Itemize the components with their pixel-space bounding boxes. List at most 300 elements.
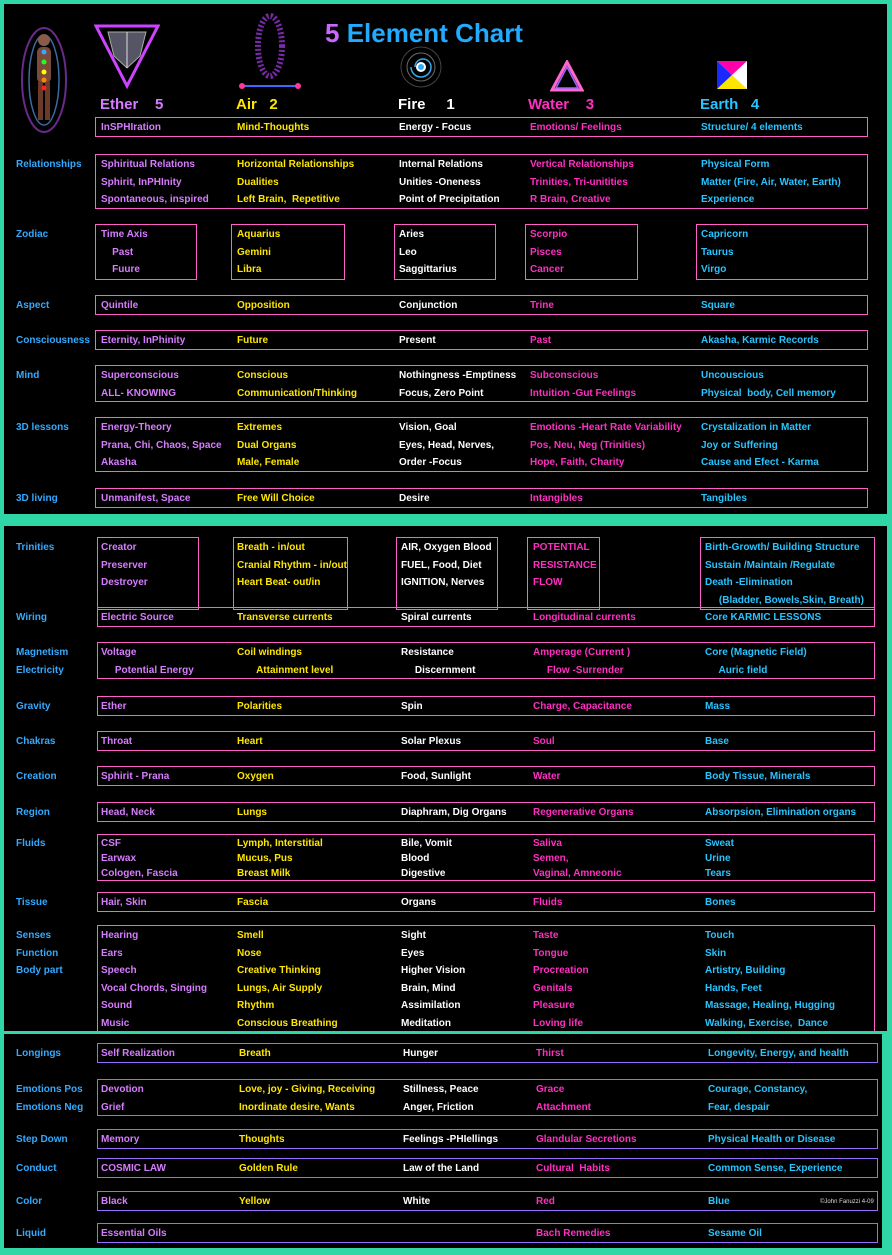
cell-line: Food, Sunlight	[401, 771, 471, 782]
cell-line: Cologen, Fascia	[101, 868, 178, 879]
row-label	[16, 1081, 83, 1116]
cell-fire	[399, 119, 471, 137]
cell-line: Desire	[399, 493, 430, 504]
cell-line: Genitals	[533, 982, 573, 994]
cell-line: Brain, Mind	[401, 982, 456, 994]
cell-earth	[701, 226, 748, 279]
cell-ether	[101, 1193, 128, 1211]
cell-air	[237, 156, 354, 209]
cell-line: Walking, Exercise, Dance	[705, 1017, 829, 1029]
row-label-line: Step Down	[16, 1134, 68, 1145]
cell-line: Core KARMIC LESSONS	[705, 612, 822, 623]
cell-line: Heart Beat- out/in	[237, 577, 321, 588]
cell-line: CSF	[101, 838, 121, 849]
cell-earth	[708, 1045, 849, 1063]
cell-line: Oxygen	[237, 771, 274, 782]
cell-earth	[705, 804, 856, 822]
cell-line: Eyes	[401, 947, 425, 959]
cell-air	[237, 804, 267, 822]
cell-line: Attainment level	[237, 664, 334, 676]
human-aura-icon	[20, 22, 68, 134]
cell-earth	[705, 698, 730, 716]
cell-line: Horizontal Relationships	[237, 159, 355, 170]
cell-line: Bach Remedies	[536, 1228, 611, 1239]
row-label-line: Aspect	[16, 300, 50, 311]
cell-air	[237, 894, 268, 912]
cell-line: Rhythm	[237, 1000, 275, 1011]
row-label	[16, 768, 57, 786]
row-label	[16, 1131, 68, 1149]
cell-earth	[705, 836, 734, 881]
cell-line: Male, Female	[237, 457, 300, 468]
cell-ether	[101, 332, 185, 350]
cell-line: Past	[530, 335, 552, 346]
cell-line: Crystalization in Matter	[701, 422, 812, 433]
row-box	[97, 834, 875, 881]
cell-line: Energy - Focus	[399, 122, 472, 133]
row-label-line: Color	[16, 1196, 43, 1207]
cell-line: Memory	[101, 1134, 140, 1145]
cell-line: Love, joy - Giving, Receiving	[239, 1084, 376, 1095]
cell-line: Mucus, Pus	[237, 853, 293, 864]
cell-line: Subconscious	[530, 370, 599, 381]
cell-line: Diaphram, Dig Organs	[401, 807, 507, 818]
row-label	[16, 1225, 46, 1243]
cell-ether	[101, 539, 148, 592]
cell-ether	[101, 1081, 144, 1116]
cell-fire	[403, 1081, 479, 1116]
cell-line: Polarities	[237, 701, 283, 712]
cell-line: Blue	[708, 1196, 730, 1207]
cell-water	[530, 156, 634, 209]
row-label-line: Liquid	[16, 1228, 46, 1239]
cell-line: Mass	[705, 701, 731, 712]
cell-fire	[401, 768, 471, 786]
cell-water	[533, 698, 632, 716]
header-fire: Fire 1	[398, 96, 455, 113]
cell-line: Amperage (Current )	[533, 647, 631, 658]
cell-line: Fluids	[533, 897, 563, 908]
cell-line: Massage, Healing, Hugging	[705, 1000, 836, 1011]
cell-ether	[101, 894, 147, 912]
cell-line: Square	[701, 300, 735, 311]
cell-earth	[705, 927, 835, 1032]
cell-water	[533, 768, 560, 786]
cell-line: Sound	[101, 1000, 133, 1011]
cell-line: Intangibles	[530, 493, 583, 504]
row-label	[16, 894, 48, 912]
cell-fire	[399, 297, 457, 315]
cell-earth	[701, 119, 803, 137]
cell-line: FUEL, Food, Diet	[401, 559, 482, 571]
cell-line: Sustain /Maintain /Regulate	[705, 559, 836, 571]
cell-line: Heart	[237, 736, 263, 747]
row-label-line: Fluids	[16, 838, 46, 849]
cell-line: Head, Neck	[101, 807, 155, 818]
row-label	[16, 644, 68, 679]
cell-line: Digestive	[401, 868, 446, 879]
cell-line: Common Sense, Experience	[708, 1163, 843, 1174]
cell-line: Lungs, Air Supply	[237, 982, 323, 994]
cell-line: Present	[399, 335, 436, 346]
cell-water	[530, 119, 622, 137]
row-label-line: Conduct	[16, 1163, 57, 1174]
cell-earth	[705, 894, 736, 912]
cell-line: Leo	[399, 246, 417, 258]
cell-line: Cultural Habits	[536, 1163, 610, 1174]
cell-line: Glandular Secretions	[536, 1134, 637, 1145]
row-label	[16, 1160, 57, 1178]
cell-line: Devotion	[101, 1084, 144, 1095]
cell-line: Creative Thinking	[237, 965, 321, 976]
cell-line: COSMIC LAW	[101, 1163, 166, 1174]
cell-line: Nothingness -Emptiness	[399, 370, 517, 381]
cell-line: Intuition -Gut Feelings	[530, 387, 637, 399]
cell-line: Tongue	[533, 947, 569, 959]
row-box	[97, 731, 875, 751]
cell-line: Coil windings	[237, 647, 302, 658]
cell-line: Gemini	[237, 246, 271, 258]
cell-line: Focus, Zero Point	[399, 387, 484, 399]
row-label-line: Magnetism	[16, 647, 69, 658]
chart-title	[325, 18, 523, 49]
cell-line: Inordinate desire, Wants	[239, 1101, 355, 1113]
cell-line: Meditation	[401, 1017, 451, 1029]
cell-fire	[401, 894, 436, 912]
cell-air	[237, 332, 268, 350]
cell-earth	[708, 1081, 807, 1116]
cell-line: Core (Magnetic Field)	[705, 647, 807, 658]
cell-line: Unmanifest, Space	[101, 493, 191, 504]
row-label-line: Longings	[16, 1048, 61, 1059]
cell-air	[237, 419, 299, 472]
cell-earth	[701, 490, 747, 508]
header-air: Air 2	[236, 96, 278, 113]
cell-line: Regenerative Organs	[533, 807, 634, 818]
cell-line: Creator	[101, 542, 137, 553]
cell-earth	[701, 297, 735, 315]
cell-line: Speech	[101, 965, 137, 976]
cell-line: Law of the Land	[403, 1163, 480, 1174]
cell-air	[239, 1045, 271, 1063]
row-label-line: Trinities	[16, 542, 55, 553]
cell-line: Aries	[399, 229, 425, 240]
cell-line: Spontaneous, inspired	[101, 194, 209, 205]
cell-line: Pos, Neu, Neg (Trinities)	[530, 439, 646, 451]
row-label	[16, 609, 47, 627]
cell-ether	[101, 836, 178, 881]
cell-line: Longitudinal currents	[533, 612, 636, 623]
cell-line: Nose	[237, 947, 262, 959]
header-water: Water 3	[528, 96, 595, 113]
cell-fire	[401, 836, 452, 881]
triangle-icon	[550, 60, 584, 92]
cell-line: Longevity, Energy, and health	[708, 1048, 849, 1059]
row-label-line: Gravity	[16, 701, 51, 712]
cell-earth	[705, 733, 729, 751]
cell-water	[533, 804, 634, 822]
pyramid-icon	[94, 22, 160, 90]
cell-ether	[101, 156, 209, 209]
cell-line: Destroyer	[101, 577, 148, 588]
cell-line: Hair, Skin	[101, 897, 147, 908]
cell-line: IGNITION, Nerves	[401, 577, 485, 588]
cell-ether	[101, 1045, 175, 1063]
cell-earth	[701, 332, 819, 350]
cell-line: Libra	[237, 264, 262, 275]
cell-line: Sesame Oil	[708, 1228, 762, 1239]
cell-line: Flow -Surrender	[533, 664, 624, 676]
cell-water	[536, 1193, 555, 1211]
cell-line: Blood	[401, 853, 430, 864]
cell-fire	[401, 927, 465, 1032]
cell-line: Quintile	[101, 300, 139, 311]
row-label	[16, 419, 69, 437]
cell-fire	[403, 1160, 479, 1178]
cell-line: Ears	[101, 947, 123, 959]
cell-fire	[401, 698, 423, 716]
cell-line: Cranial Rhythm - in/out	[237, 559, 347, 571]
cell-water	[533, 894, 562, 912]
row-label-line: Senses	[16, 930, 52, 941]
row-label	[16, 539, 54, 557]
cell-line: Emotions -Heart Rate Variability	[530, 422, 682, 433]
cell-fire	[401, 609, 472, 627]
cell-ether	[101, 698, 127, 716]
cell-water	[536, 1045, 564, 1063]
cell-line: Fuure	[101, 264, 140, 275]
cell-earth	[701, 156, 841, 209]
cell-line: Experience	[701, 194, 755, 205]
torus-field-icon	[236, 12, 304, 92]
cell-fire	[399, 490, 430, 508]
cell-line: Hearing	[101, 930, 139, 941]
cell-air	[237, 539, 347, 592]
cell-line: Spiral currents	[401, 612, 472, 623]
cell-line: Touch	[705, 930, 735, 941]
cell-ether	[101, 1160, 166, 1178]
cell-water	[536, 1225, 610, 1243]
cell-line: AIR, Oxygen Blood	[401, 542, 492, 553]
cell-air	[239, 1160, 298, 1178]
cell-air	[237, 609, 333, 627]
cell-line: Lungs	[237, 807, 267, 818]
cell-fire	[403, 1193, 430, 1211]
row-label-line: 3D lessons	[16, 422, 69, 433]
header-ether: Ether 5	[100, 96, 164, 113]
cell-line: Self Realization	[101, 1048, 175, 1059]
cell-line: Energy-Theory	[101, 422, 172, 433]
cell-water	[536, 1081, 591, 1116]
cell-ether	[101, 119, 161, 137]
cell-earth	[701, 367, 836, 402]
cell-air	[237, 367, 357, 402]
cell-line: Spin	[401, 701, 423, 712]
cell-line: Hope, Faith, Charity	[530, 457, 625, 468]
cell-line: Point of Precipitation	[399, 194, 500, 205]
cell-line: Eternity, InPhinity	[101, 335, 186, 346]
cell-fire	[403, 1131, 498, 1149]
cell-line: InSPHIration	[101, 122, 162, 133]
cell-line: Feelings -PHIellings	[403, 1134, 499, 1145]
row-label	[16, 698, 50, 716]
cell-line: Cancer	[530, 264, 564, 275]
header-earth: Earth 4	[700, 96, 760, 113]
cell-line: Past	[101, 246, 134, 258]
cell-line: Communication/Thinking	[237, 387, 357, 399]
cell-ether	[101, 419, 222, 472]
cell-ether	[101, 226, 148, 279]
cell-ether	[101, 1131, 139, 1149]
cell-line: Conscious	[237, 370, 289, 381]
row-label	[16, 1193, 42, 1211]
cell-earth	[708, 1225, 762, 1243]
cell-line: Internal Relations	[399, 159, 483, 170]
cell-air	[237, 644, 333, 679]
cell-air	[237, 927, 338, 1032]
row-label	[16, 836, 45, 851]
row-label	[16, 226, 48, 244]
cell-fire	[399, 226, 457, 279]
cell-line: Lymph, Interstitial	[237, 838, 323, 849]
cell-line: Sweat	[705, 838, 734, 849]
cell-line: Music	[101, 1017, 130, 1029]
cell-line: Yellow	[239, 1196, 271, 1207]
cell-line: Trine	[530, 300, 554, 311]
cell-line: Physical Health or Disease	[708, 1134, 836, 1145]
row-box	[97, 1191, 878, 1211]
cell-line: Bile, Vomit	[401, 838, 452, 849]
cell-line: Grief	[101, 1101, 125, 1113]
cell-line: Capricorn	[701, 229, 749, 240]
cell-line: Sight	[401, 930, 426, 941]
cell-water	[533, 644, 630, 679]
row-label-line: Consciousness	[16, 335, 90, 346]
cell-line: Physical body, Cell memory	[701, 387, 836, 399]
cell-earth	[708, 1160, 843, 1178]
cell-line: Left Brain, Repetitive	[237, 194, 340, 205]
cell-line: Time Axis	[101, 229, 148, 240]
cell-line: Bones	[705, 897, 736, 908]
cell-earth	[705, 609, 821, 627]
cell-line: Future	[237, 335, 269, 346]
cell-line: Transverse currents	[237, 612, 333, 623]
cell-line: White	[403, 1196, 431, 1207]
cell-ether	[101, 367, 179, 402]
cell-line: Free Will Choice	[237, 493, 315, 504]
cell-line: Emotions/ Feelings	[530, 122, 622, 133]
cell-line: Attachment	[536, 1101, 592, 1113]
cell-line: Essential Oils	[101, 1228, 167, 1239]
cell-water	[533, 836, 622, 881]
cell-line: Dual Organs	[237, 439, 297, 451]
cell-line: Extremes	[237, 422, 283, 433]
cell-line: Auric field	[705, 664, 768, 676]
row-label	[16, 927, 63, 980]
cell-line: Anger, Friction	[403, 1101, 474, 1113]
cell-line: Physical Form	[701, 159, 770, 170]
cell-line: Dualities	[237, 176, 279, 188]
cell-line: Breast Milk	[237, 868, 291, 879]
cell-line: Saggittarius	[399, 264, 457, 275]
cell-air	[237, 733, 263, 751]
cell-line: Fear, despair	[708, 1101, 770, 1113]
row-label-line: Emotions Neg	[16, 1101, 84, 1113]
cell-line: Sphiritual Relations	[101, 159, 195, 170]
cell-line: Birth-Growth/ Building Structure	[705, 542, 860, 553]
title-number: 5	[325, 18, 340, 48]
row-label	[16, 1045, 61, 1063]
row-label	[16, 297, 49, 315]
row-label-line: Function	[16, 947, 59, 959]
cell-line: Cause and Efect - Karma	[701, 457, 819, 468]
cell-fire	[399, 332, 436, 350]
cell-line: Stillness, Peace	[403, 1084, 479, 1095]
cell-water	[533, 927, 589, 1032]
row-box	[95, 488, 868, 508]
cell-line: Fascia	[237, 897, 269, 908]
cell-line: Hands, Feet	[705, 982, 762, 994]
cell-line: Breath - in/out	[237, 542, 305, 553]
cell-line: Courage, Constancy,	[708, 1084, 808, 1095]
cell-ether	[101, 804, 155, 822]
cell-line: Thoughts	[239, 1134, 285, 1145]
cell-line: Superconscious	[101, 370, 179, 381]
row-label	[16, 156, 82, 174]
cell-line: Resistance	[401, 647, 454, 658]
cell-ether	[101, 490, 190, 508]
title-text: Element Chart	[346, 18, 523, 48]
cell-line: Hunger	[403, 1048, 438, 1059]
cell-line: Voltage	[101, 647, 137, 658]
cell-line: Ether	[101, 701, 127, 712]
row-label-line: 3D living	[16, 493, 58, 504]
cell-line: Virgo	[701, 264, 727, 275]
cell-air	[237, 698, 282, 716]
cell-line: Scorpio	[530, 229, 568, 240]
row-label-line: Relationships	[16, 159, 82, 170]
cell-line: Golden Rule	[239, 1163, 298, 1174]
cell-earth	[705, 768, 810, 786]
cell-line: Artistry, Building	[705, 965, 786, 976]
cell-line: (Bladder, Bowels,Skin, Breath)	[705, 594, 864, 606]
cell-water	[530, 419, 682, 472]
cell-line: Preserver	[101, 559, 148, 571]
row-label	[16, 490, 58, 508]
row-box	[97, 892, 875, 912]
cell-line: Unities -Oneness	[399, 176, 481, 188]
cell-air	[239, 1131, 285, 1149]
row-box	[95, 295, 868, 315]
row-label	[16, 733, 55, 751]
cell-earth	[705, 539, 864, 609]
cell-air	[237, 226, 280, 279]
cell-water	[530, 297, 554, 315]
cell-fire	[403, 1045, 438, 1063]
cell-line: Structure/ 4 elements	[701, 122, 803, 133]
row-label-line: Chakras	[16, 736, 56, 747]
cell-line: Uncouscious	[701, 370, 764, 381]
cell-water	[533, 733, 555, 751]
cell-line: Urine	[705, 853, 731, 864]
cell-line: FLOW	[533, 577, 563, 588]
cell-ether	[101, 768, 169, 786]
cell-line: Pleasure	[533, 1000, 575, 1011]
cell-fire	[401, 733, 461, 751]
cell-line: POTENTIAL	[533, 542, 590, 553]
cell-line: Death -Elimination	[705, 577, 793, 588]
cell-line: Conjunction	[399, 300, 458, 311]
